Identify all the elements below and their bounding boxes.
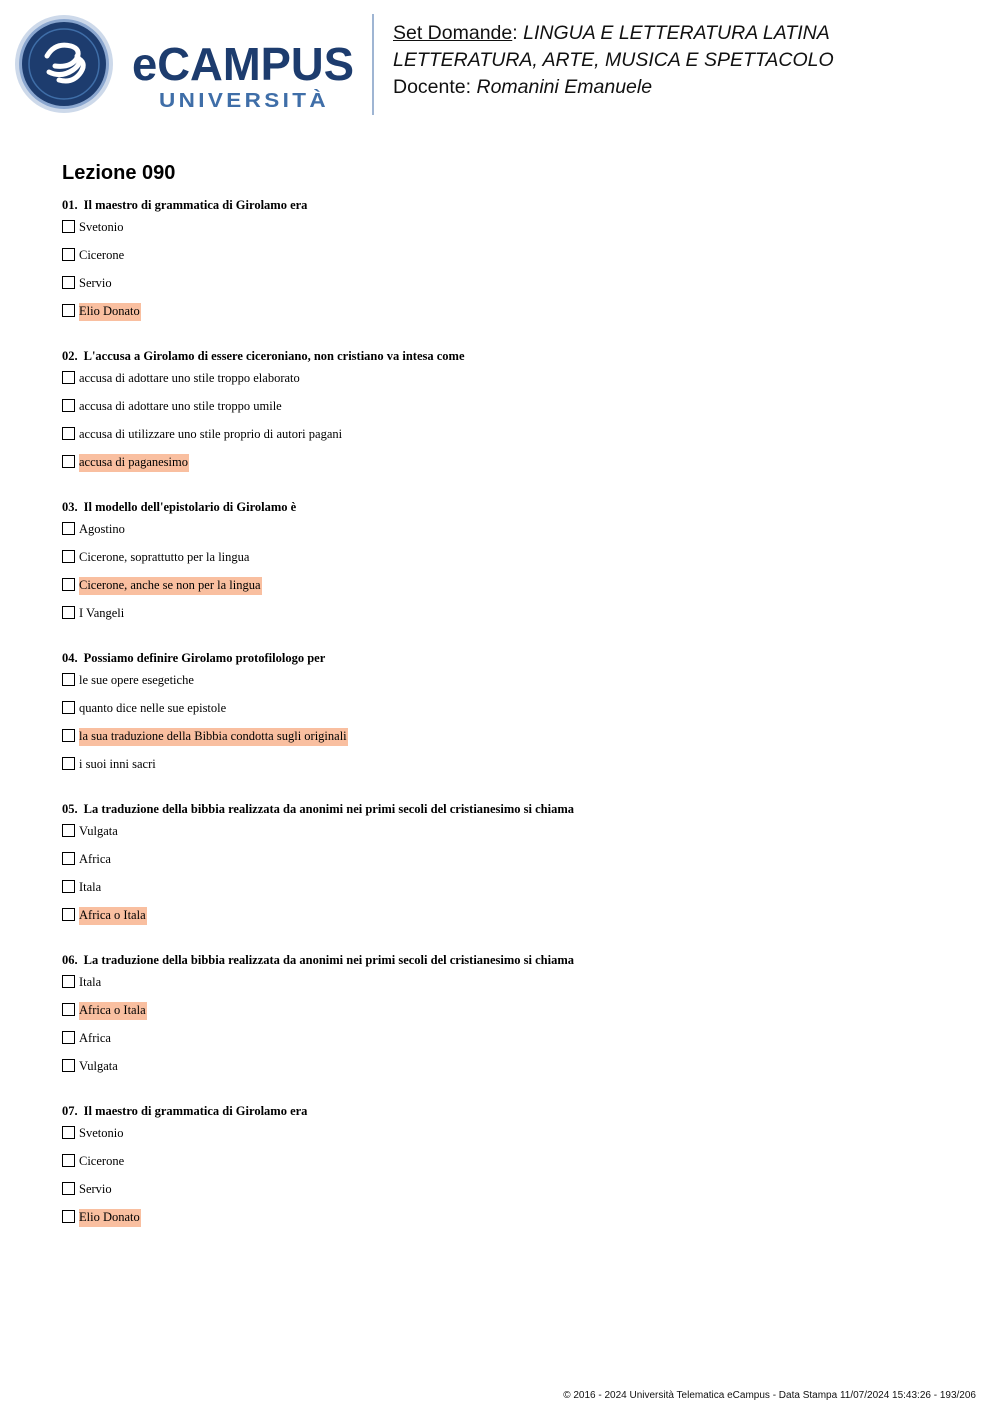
answer-option[interactable]	[62, 1059, 962, 1087]
answer-option[interactable]	[62, 455, 962, 483]
checkbox[interactable]	[62, 729, 75, 742]
question-number: 01.	[62, 198, 78, 212]
question-1	[62, 196, 962, 332]
answer-option[interactable]	[62, 578, 962, 606]
question-text	[62, 649, 962, 667]
question-2	[62, 347, 962, 483]
checkbox[interactable]	[62, 427, 75, 440]
question-number: 04.	[62, 651, 78, 665]
course-header	[393, 20, 834, 101]
correct-answer-text: accusa di paganesimo	[79, 454, 189, 472]
question-text	[62, 800, 962, 818]
correct-answer-text: la sua traduzione della Bibbia condotta sugli originali	[79, 728, 348, 746]
lesson-title: Lezione 090	[62, 162, 176, 184]
checkbox[interactable]	[62, 757, 75, 770]
answer-text: Vulgata	[79, 1059, 118, 1073]
answer-text: quanto dice nelle sue epistole	[79, 701, 227, 715]
question-text	[62, 951, 962, 969]
teacher-name: Romanini Emanuele	[476, 76, 653, 98]
checkbox[interactable]	[62, 673, 75, 686]
answer-option[interactable]	[62, 304, 962, 332]
question-label: L'accusa a Girolamo di essere ciceroniano, non cristiano va intesa come	[83, 349, 465, 363]
question-label: La traduzione della bibbia realizzata da anonimi nei primi secoli del cristianesimo si chiama	[83, 802, 575, 816]
answer-option[interactable]	[62, 606, 962, 634]
checkbox[interactable]	[62, 371, 75, 384]
course-line-2-row	[393, 47, 834, 74]
header-divider	[372, 14, 374, 115]
answer-option[interactable]	[62, 1210, 962, 1238]
answer-option[interactable]	[62, 371, 962, 399]
answer-text: Africa	[79, 852, 111, 866]
question-number: 02.	[62, 349, 78, 363]
question-6	[62, 951, 962, 1087]
teacher-label: Docente	[393, 76, 466, 98]
answer-text: Itala	[79, 880, 102, 894]
page-footer: © 2016 - 2024 Università Telematica eCampus - Data Stampa 11/07/2024 15:43:26 - 193/206	[563, 1390, 976, 1401]
answer-option[interactable]	[62, 1182, 962, 1210]
answer-text: Cicerone	[79, 1154, 125, 1168]
answer-option[interactable]	[62, 1154, 962, 1182]
checkbox[interactable]	[62, 578, 75, 591]
answer-text: Vulgata	[79, 824, 118, 838]
question-label: Possiamo definire Girolamo protofilologo per	[83, 651, 326, 665]
course-line-2: LETTERATURA, ARTE, MUSICA E SPETTACOLO	[393, 49, 834, 71]
answer-text: Africa	[79, 1031, 111, 1045]
question-number: 03.	[62, 500, 78, 514]
answer-option[interactable]	[62, 276, 962, 304]
answer-text: accusa di utilizzare uno stile proprio di autori pagani	[79, 427, 343, 441]
question-label: Il maestro di grammatica di Girolamo era	[83, 1104, 308, 1118]
answer-text: i suoi inni sacri	[79, 757, 156, 771]
answer-option[interactable]	[62, 757, 962, 785]
question-number: 05.	[62, 802, 78, 816]
checkbox[interactable]	[62, 701, 75, 714]
answer-text: Servio	[79, 1182, 112, 1196]
answer-option[interactable]	[62, 975, 962, 1003]
checkbox[interactable]	[62, 908, 75, 921]
answer-option[interactable]	[62, 852, 962, 880]
answer-option[interactable]	[62, 427, 962, 455]
question-4	[62, 649, 962, 785]
answer-option[interactable]	[62, 1126, 962, 1154]
checkbox[interactable]	[62, 1154, 75, 1167]
question-text	[62, 196, 962, 214]
answer-option[interactable]	[62, 908, 962, 936]
checkbox[interactable]	[62, 1210, 75, 1223]
course-line-1: LINGUA E LETTERATURA LATINA	[523, 22, 830, 44]
checkbox[interactable]	[62, 399, 75, 412]
checkbox[interactable]	[62, 276, 75, 289]
logo-subtitle: UNIVERSITÀ	[159, 90, 311, 112]
checkbox[interactable]	[62, 1003, 75, 1016]
set-label: Set Domande	[393, 22, 513, 44]
checkbox[interactable]	[62, 304, 75, 317]
checkbox[interactable]	[62, 1182, 75, 1195]
ecampus-logo	[14, 14, 359, 116]
answer-text: accusa di adottare uno stile troppo umile	[79, 399, 282, 413]
question-3	[62, 498, 962, 634]
question-text	[62, 498, 962, 516]
question-label: Il modello dell'epistolario di Girolamo è	[83, 500, 297, 514]
correct-answer-text: Africa o Itala	[79, 1002, 147, 1020]
question-5	[62, 800, 962, 936]
checkbox[interactable]	[62, 1126, 75, 1139]
answer-option[interactable]	[62, 522, 962, 550]
answer-option[interactable]	[62, 399, 962, 427]
answer-option[interactable]	[62, 1031, 962, 1059]
question-label: La traduzione della bibbia realizzata da anonimi nei primi secoli del cristianesimo si chiama	[83, 953, 575, 967]
checkbox[interactable]	[62, 606, 75, 619]
question-label: Il maestro di grammatica di Girolamo era	[83, 198, 308, 212]
answer-option[interactable]	[62, 729, 962, 757]
answer-text: Cicerone, soprattutto per la lingua	[79, 550, 250, 564]
checkbox[interactable]	[62, 220, 75, 233]
question-7	[62, 1102, 962, 1238]
answer-option[interactable]	[62, 1003, 962, 1031]
answer-text: accusa di adottare uno stile troppo elaborato	[79, 371, 300, 385]
answer-text: Agostino	[79, 522, 125, 536]
answer-option[interactable]	[62, 701, 962, 729]
answer-option[interactable]	[62, 550, 962, 578]
checkbox[interactable]	[62, 975, 75, 988]
answer-text: Itala	[79, 975, 102, 989]
answer-text: Svetonio	[79, 220, 124, 234]
checkbox[interactable]	[62, 1031, 75, 1044]
checkbox[interactable]	[62, 880, 75, 893]
answer-option[interactable]	[62, 880, 962, 908]
answer-text: Svetonio	[79, 1126, 124, 1140]
checkbox[interactable]	[62, 455, 75, 468]
logo-wordmark: eCAMPUS	[132, 38, 354, 90]
checkbox[interactable]	[62, 248, 75, 261]
checkbox[interactable]	[62, 852, 75, 865]
question-number: 07.	[62, 1104, 78, 1118]
correct-answer-text: Cicerone, anche se non per la lingua	[79, 577, 262, 595]
question-number: 06.	[62, 953, 78, 967]
correct-answer-text: Africa o Itala	[79, 907, 147, 925]
correct-answer-text: Elio Donato	[79, 1209, 141, 1227]
answer-text: le sue opere esegetiche	[79, 673, 194, 687]
checkbox[interactable]	[62, 550, 75, 563]
answer-text: I Vangeli	[79, 606, 125, 620]
checkbox[interactable]	[62, 522, 75, 535]
question-text	[62, 347, 962, 365]
correct-answer-text: Elio Donato	[79, 303, 141, 321]
question-list	[62, 196, 962, 1253]
answer-option[interactable]	[62, 220, 962, 248]
teacher-line: Docente: Romanini Emanuele	[393, 76, 653, 98]
answer-text: Cicerone	[79, 248, 125, 262]
answer-option[interactable]	[62, 824, 962, 852]
set-line: Set Domande: LINGUA E LETTERATURA LATINA	[393, 22, 830, 44]
checkbox[interactable]	[62, 1059, 75, 1072]
answer-option[interactable]	[62, 673, 962, 701]
question-text	[62, 1102, 962, 1120]
answer-text: Servio	[79, 276, 112, 290]
checkbox[interactable]	[62, 824, 75, 837]
answer-option[interactable]	[62, 248, 962, 276]
